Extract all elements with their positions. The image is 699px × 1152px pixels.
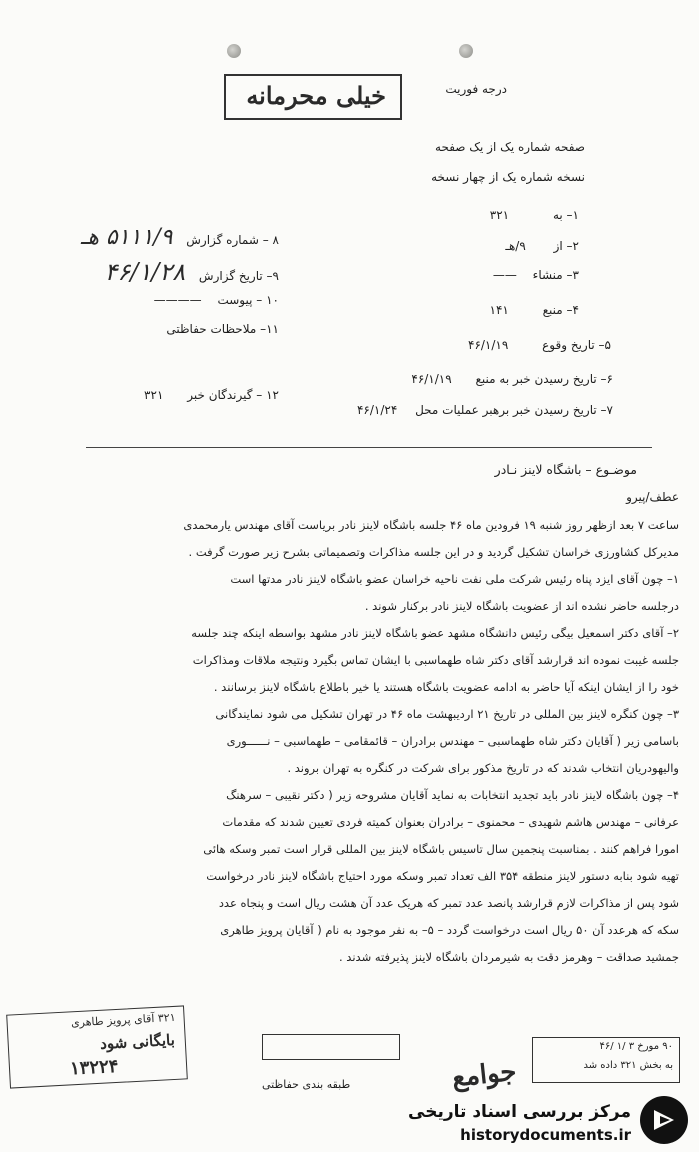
body-line: والیهودریان انتخاب شدند که در تاریخ مذکور برای شرکت در کنگره به تهران بروند . [287,761,679,775]
field-recipients [144,388,279,402]
body-line: ۲– آقای دکتر اسمعیل بیگی رئیس دانشگاه مشهد عضو باشگاه لاینز نادر مشهد بواسطه اینکه چند جلسه [191,626,679,640]
body-line: ساعت ۷ بعد ازظهر روز شنبه ۱۹ فرودین ماه ۴۶ جلسه باشگاه لاینز نادر بریاست آقای مهندس یارمحمدی [183,518,679,532]
jawame-stamp: جوامع [450,1056,518,1094]
field-to [490,208,579,222]
body-line: باسامی زیر ( آقایان دکتر شاه طهماسبی – مهندس برادران – قائمقامی – طهماسبی – نــــــوری [226,734,679,748]
archive-logo-icon [640,1096,688,1144]
body-line: مدیرکل کشاورزی خراسان تشکیل گردید و در این جلسه مذاکرات وتصمیماتی بشرح زیر صورت گرفت . [188,545,679,559]
field-source-received-date-value: ۴۶/۱/۱۹ [411,372,452,386]
classification-stamp [224,74,402,120]
body-line: شود پس از مذاکرات لازم قرارشد پانصد عدد تمبر که هریک عدد آن هشت ریال است و پنجاه عدد [218,896,679,910]
field-report-number-label: ۸ – شماره گزارش [186,233,279,247]
field-origin-value: —— [492,268,517,282]
body-line: ۴– چون باشگاه لاینز نادر باید تجدید انتخابات به نماید آقایان مشروحه زیر ( دکتر نقیبی – سرهنگ [226,788,679,802]
field-to-value: ۳۲۱ [489,208,510,222]
field-ops-received-date-value: ۴۶/۱/۲۴ [356,403,398,417]
field-to-label: ۱– به [552,208,579,222]
body-line: امورا فراهم کنند . بمناسبت پنجمین سال تاسیس باشگاه لاینز بین المللی قرار است تمبر وسکه هائی [203,842,679,856]
reference-line: عطف/پیرو [626,490,679,504]
field-origin [493,268,579,282]
field-security-notes [166,322,279,336]
classification-stamp-text: خیلی محرمانه [246,81,386,110]
field-ops-received-date-label: ۷– تاریخ رسیدن خبر برهبر عملیات محل [415,403,613,417]
body-line: جمشید صداقت – وهرمز دقت به شیرمردان باشگاه لاینز پذیرفته شدند . [338,950,679,964]
field-source [490,303,580,317]
punch-hole-left [227,44,241,58]
routing-stamp-bottom: به بخش ۳۲۱ داده شد [583,1060,673,1071]
body-line: تهیه شود بنابه دستور لاینز منطقه ۳۵۴ الف تعداد تمبر وسکه مورد احتیاج باشگاه لاینز نادر درخواست [206,869,679,883]
field-source-label: ۴– منبع [542,303,579,317]
field-origin-label: ۳– منشاء [532,268,579,282]
page-number-line: صفحه شماره یک از یک صفحه [435,140,585,154]
field-report-date-label: ۹– تاریخ گزارش [198,269,279,283]
copy-number-line: نسخه شماره یک از چهار نسخه [431,170,585,184]
field-security-notes-label: ۱۱– ملاحظات حفاظتی [166,322,279,336]
field-attachment-value: ———— [153,293,202,307]
body-line: عرفانی – مهندس هاشم شهیدی – محمنوی – برادران بعنوان کمیته فردی تعیین شدند که مقدمات [222,815,679,829]
archive-stamp [6,1005,188,1088]
archive-stamp-mid-text: ۳۲۱ آقای پرویز طاهری [70,1010,176,1030]
field-from-label: ۲– از [553,239,579,253]
field-report-date-value: ۴۶/۱/۲۸ [104,258,186,286]
watermark-title: مرکز بررسی اسناد تاریخی [408,1102,631,1122]
punch-hole-right [459,44,473,58]
field-attachment-label: ۱۰ – پیوست [217,293,279,307]
routing-stamp-top: ۹۰ مورخ ۳ /۱ /۴۶ [599,1041,673,1052]
archive-stamp-number: ۱۳۲۲۴ [69,1055,119,1080]
subject-line: موضـوع – باشگاه لاینز نـادر [494,462,637,477]
watermark-url: historydocuments.ir [460,1126,631,1144]
field-event-date [468,338,611,352]
field-event-date-value: ۴۶/۱/۱۹ [468,338,509,352]
field-from-value: ۹/هـ [505,239,526,253]
field-report-number [81,225,279,250]
body-line: خود را از ایشان اینکه آیا حاضر به ادامه عضویت باشگاه هستند یا خیر باطلاع باشگاه لاینز برسانند . [213,680,679,694]
body-line: جلسه غیبت نموده اند قرارشد آقای دکتر شاه طهماسبی با ایشان تماس بگیرد ونتیجه ملاقات ومذاکرات [192,653,679,667]
field-attachment [154,293,279,307]
field-source-received-date [411,372,613,386]
field-recipients-label: ۱۲ – گیرندگان خبر [187,388,279,402]
field-report-date [104,258,279,286]
body-line: ۳– چون کنگره لاینز بین المللی در تاریخ ۲۱ اردیبهشت ماه ۴۶ در تهران تشکیل می شود نمایندگانی [215,707,679,721]
field-source-value: ۱۴۱ [489,303,509,317]
field-from [505,239,579,253]
header-divider [86,447,652,448]
field-ops-received-date [357,403,613,417]
urgency-label: درجه فوریت [445,82,507,96]
report-body [19,512,679,971]
classification-footer-label: طبقه بندی حفاظتی [262,1078,351,1091]
body-line: سکه که هرعدد آن ۵۰ ریال است درخواست گردد – ۵– به نفر موجود به نام ( آقایان پرویز طاهری [220,923,679,937]
body-line: ۱– چون آقای ایزد پناه رئیس شرکت ملی نفت ناحیه خراسان عضو باشگاه لاینز نادر مدتها است [230,572,679,586]
archive-stamp-text: بایگانی شود [99,1030,176,1053]
field-event-date-label: ۵– تاریخ وقوع [542,338,611,352]
signature-stamp [262,1034,400,1060]
routing-stamp [532,1037,680,1083]
field-source-received-date-label: ۶– تاریخ رسیدن خبر به منبع [475,372,613,386]
body-line: درجلسه حاضر نشده اند از عضویت باشگاه لاینز نادر برکنار شوند . [364,599,679,613]
field-recipients-value: ۳۲۱ [144,388,164,402]
field-report-number-value: ۵۱۱۱/۹ هـ [80,225,173,250]
